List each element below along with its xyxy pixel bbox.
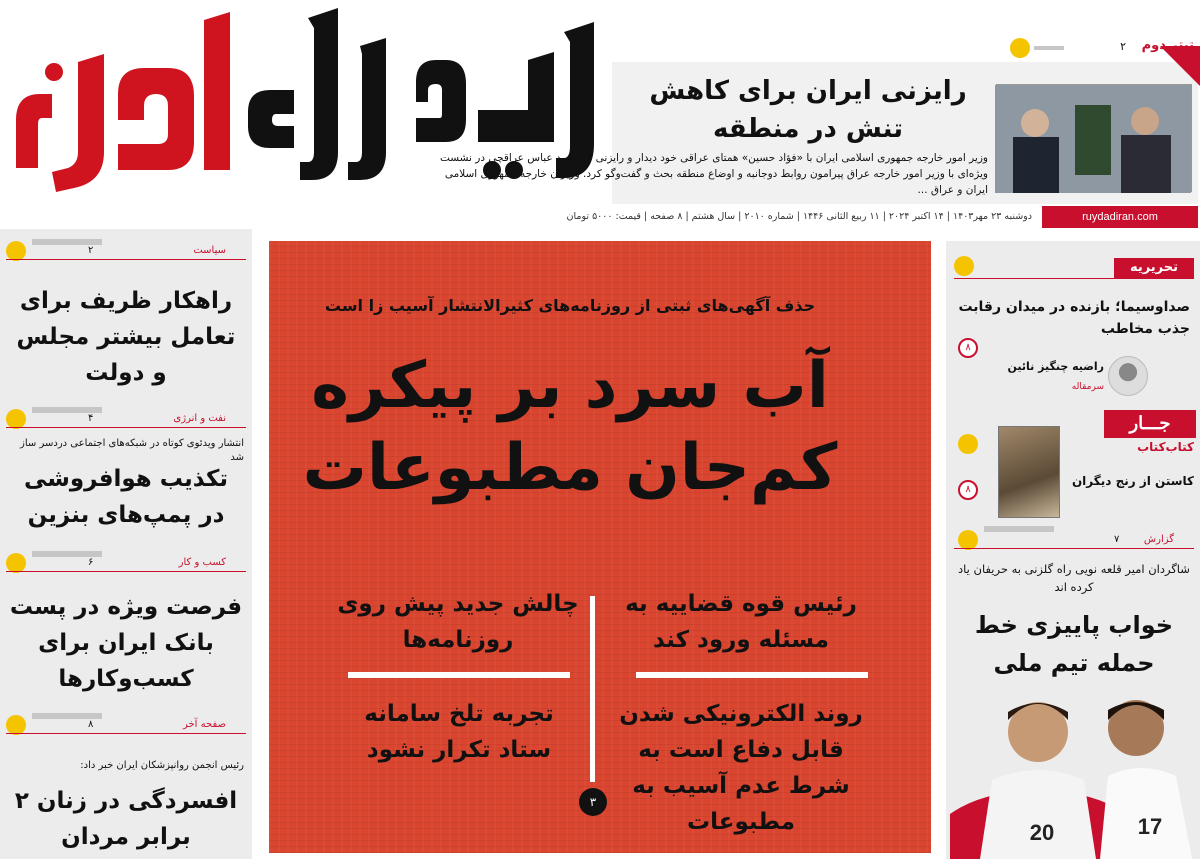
editorial-tag-row bbox=[954, 254, 1194, 278]
jersey-number-left: 20 bbox=[1029, 820, 1055, 845]
main-headline-line-1: آب سرد بر پیکره bbox=[311, 349, 829, 423]
dateline-bar bbox=[566, 206, 1198, 228]
book-section-label: کتاب‌کتاب bbox=[1137, 440, 1194, 454]
yellow-dot-icon bbox=[958, 530, 978, 550]
yellow-dot-icon bbox=[6, 553, 26, 573]
diplomats-meeting-image bbox=[995, 85, 1191, 193]
tier-label: تیتر دوم bbox=[1141, 38, 1194, 53]
section-page-number: ۴ bbox=[88, 413, 94, 424]
tag-rule bbox=[6, 427, 246, 428]
divider-line bbox=[348, 672, 570, 678]
author-avatar bbox=[1108, 356, 1148, 396]
top-story-body: وزیر امور خارجه جمهوری اسلامی ایران با «فؤاد حسین» همتای عراقی خود دیدار و رایزنی کرد.سید عباس عراقچی در نشست ویژه‌ای با وزیر امور خارجه عراق پیرامون روابط دوجانبه و اوضاع منطقه بحث و گفت‌وگو کرد. وزیران خارجه جمهوری اسلامی ایران و عراق ... bbox=[440, 152, 988, 196]
left-kicker: رئیس انجمن روانپزشکان ایران خبر داد: bbox=[80, 760, 244, 771]
section-tag: سیاست bbox=[193, 245, 226, 256]
book-page-number: ۸ bbox=[958, 480, 978, 500]
left-headline[interactable]: تکذیب هوافروشی در پمپ‌های بنزین bbox=[23, 466, 229, 528]
top-story-headline[interactable]: رایزنی ایران برای کاهش تنش در منطقه bbox=[649, 76, 967, 144]
section-page-number: ۸ bbox=[88, 719, 94, 730]
main-story-headline[interactable] bbox=[290, 345, 850, 509]
left-headline[interactable]: فرصت ویژه در پست بانک ایران برای کسب‌وکارها bbox=[9, 594, 243, 692]
vertical-divider bbox=[590, 596, 595, 782]
section-tag-row bbox=[6, 551, 246, 573]
book-title[interactable]: کاستن از رنج دیگران bbox=[1071, 474, 1194, 488]
main-headline-line-2: کم‌جان مطبوعات bbox=[302, 431, 838, 505]
report-tag: گزارش bbox=[1143, 534, 1174, 545]
report-kicker: شاگردان امیر قلعه نویی راه گلزنی به حریفان یاد کرده اند bbox=[958, 562, 1190, 594]
main-subhead-left-bottom[interactable]: تجربه تلخ سامانه ستاد تکرار نشود bbox=[364, 701, 554, 763]
yellow-dot-icon bbox=[6, 241, 26, 261]
main-story-kicker: حذف آگهی‌های ثبتی از روزنامه‌های کثیرالانتشار آسیب زا است bbox=[324, 296, 816, 315]
book-section-bar: جـــار bbox=[1104, 410, 1196, 438]
left-column bbox=[0, 229, 252, 859]
editorial-page-number: ۸ bbox=[958, 338, 978, 358]
report-headline[interactable]: خواب پاییزی خط حمله تیم ملی bbox=[974, 611, 1174, 677]
editorial-label: تحریریه bbox=[1114, 258, 1194, 278]
yellow-dot-icon bbox=[6, 715, 26, 735]
jersey-number-right: 17 bbox=[1137, 814, 1163, 839]
section-tag-row bbox=[6, 407, 246, 429]
yellow-dot-icon bbox=[1010, 38, 1030, 58]
author-name: راضیه چنگیز نائین bbox=[1007, 360, 1104, 373]
section-tag: صفحه آخر bbox=[182, 719, 226, 730]
divider-line bbox=[636, 672, 868, 678]
tier-gray-bar bbox=[1034, 46, 1064, 50]
main-subhead-right-bottom[interactable]: روند الکترونیکی شدن قابل دفاع است به شرط عدم آسیب به مطبوعات bbox=[619, 701, 863, 835]
yellow-dot-icon bbox=[958, 434, 978, 454]
tag-gray-bar bbox=[984, 526, 1054, 532]
tag-rule bbox=[6, 571, 246, 572]
report-tag-row bbox=[954, 526, 1194, 550]
left-headline[interactable]: افسردگی در زنان ۲ برابر مردان bbox=[14, 788, 238, 850]
site-url[interactable]: ruydadiran.com bbox=[1042, 206, 1198, 228]
section-tag-row bbox=[6, 713, 246, 735]
left-kicker: انتشار ویدئوی کوتاه در شبکه‌های اجتماعی دردسر ساز شد bbox=[20, 438, 244, 463]
report-page-number: ۷ bbox=[1114, 534, 1120, 545]
tag-rule bbox=[954, 548, 1194, 549]
top-story-photo bbox=[996, 84, 1192, 192]
section-tag-row bbox=[6, 239, 246, 261]
tier-page-number: ۲ bbox=[1120, 40, 1126, 53]
yellow-dot-icon bbox=[6, 409, 26, 429]
section-page-number: ۶ bbox=[88, 557, 94, 568]
main-story-page-number: ۳ bbox=[579, 788, 607, 816]
tag-rule bbox=[6, 259, 246, 260]
author-role: سرمقاله bbox=[1071, 382, 1104, 392]
dateline-text: دوشنبه ۲۳ مهر۱۴۰۳ | ۱۴ اکتبر ۲۰۲۴ | ۱۱ ربیع الثانی ۱۴۴۶ | شماره ۲۰۱۰ | سال هشتم | ۸ صفحه | قیمت: ۵۰۰۰ تومان bbox=[566, 211, 1032, 222]
football-players-photo bbox=[950, 690, 1200, 859]
tag-rule bbox=[954, 278, 1194, 279]
section-tag: نفت و انرژی bbox=[173, 413, 226, 424]
main-subhead-left-top[interactable]: چالش جدید پیش روی روزنامه‌ها bbox=[337, 591, 579, 653]
section-tag: کسب و کار bbox=[178, 557, 226, 568]
tag-rule bbox=[6, 733, 246, 734]
editorial-headline[interactable]: صداوسیما؛ بازنده در میدان رقابت جذب مخاطب bbox=[958, 299, 1190, 337]
left-headline[interactable]: راهکار ظریف برای تعامل بیشتر مجلس و دولت bbox=[16, 288, 236, 386]
red-corner-triangle bbox=[1160, 46, 1200, 86]
section-page-number: ۲ bbox=[88, 245, 94, 256]
book-cover-image bbox=[998, 426, 1060, 518]
yellow-dot-icon bbox=[954, 256, 974, 276]
main-subhead-right-top[interactable]: رئیس قوه قضاییه به مسئله ورود کند bbox=[625, 591, 857, 653]
